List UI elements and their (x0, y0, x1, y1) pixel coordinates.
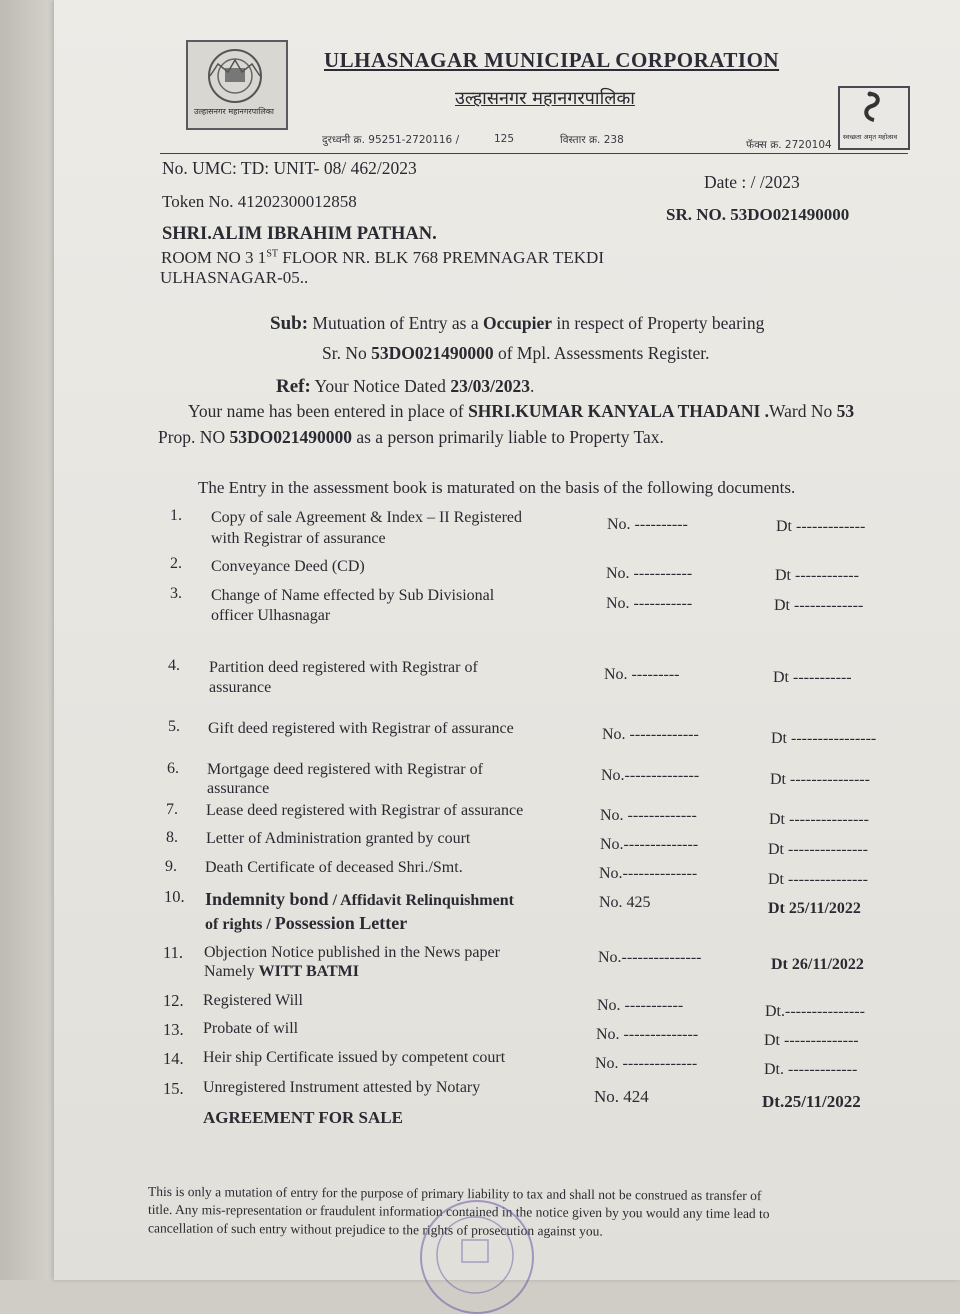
disclaimer-line-1: This is only a mutation of entry for the purpose of primary liability to tax and shall not be construed as transfer of (147, 1183, 762, 1204)
doc-number: 4. (168, 657, 180, 674)
doc-date: Dt -------------- (764, 1032, 859, 1049)
token-number: Token No. 41202300012858 (162, 192, 357, 211)
official-seal-stamp (420, 1200, 534, 1314)
doc-no: No. -------------- (596, 1026, 699, 1043)
doc-title: Unregistered Instrument attested by Notary (203, 1079, 481, 1096)
doc-number: 5. (168, 718, 180, 735)
table-surface (0, 0, 58, 1280)
doc-date: Dt ----------- (773, 669, 852, 686)
corporation-title-hindi: उल्हासनगर महानगरपालिका (455, 88, 635, 109)
doc-date: Dt.--------------- (765, 1003, 865, 1020)
doc-number: 10. (164, 887, 185, 906)
logo-caption: उल्हासनगर महानगरपालिका (194, 107, 274, 116)
swachhata-logo (838, 86, 910, 150)
doc-number: 13. (163, 1020, 184, 1039)
doc-date: Dt.25/11/2022 (762, 1092, 861, 1111)
doc-date: Dt --------------- (768, 871, 868, 888)
doc-title-cont: with Registrar of assurance (211, 530, 386, 547)
doc-no: No.-------------- (600, 836, 699, 853)
doc-date: Dt. ------------- (764, 1061, 858, 1078)
doc-title: Lease deed registered with Registrar of assurance (206, 802, 524, 819)
stamp-caption: स्वच्छता अमृत महोत्सव (843, 133, 898, 141)
doc-title-cont: of rights / Possession Letter (205, 913, 408, 933)
phone-extension: 125 (494, 133, 515, 145)
doc-date: Dt ------------ (775, 567, 859, 584)
doc-number: 7. (166, 801, 178, 818)
doc-title: Partition deed registered with Registrar of (209, 659, 478, 676)
doc-no: No.-------------- (599, 865, 698, 882)
doc-title-cont: officer Ulhasnagar (211, 607, 331, 624)
doc-no: No. ---------- (607, 516, 688, 533)
doc-no: No.-------------- (601, 767, 700, 784)
serial-number: SR. NO. 53DO021490000 (666, 205, 850, 224)
doc-no: No. ----------- (597, 997, 684, 1014)
header-divider (160, 153, 908, 154)
doc-no: No. ----------- (606, 595, 693, 612)
doc-number: 9. (165, 858, 177, 875)
doc-title: Heir ship Certificate issued by competent court (203, 1049, 506, 1066)
corporation-title: ULHASNAGAR MUNICIPAL CORPORATION (324, 48, 780, 72)
doc-no: No. --------- (604, 666, 680, 683)
fax-number: फॅक्स क्र. 2720104 (746, 139, 832, 151)
disclaimer-line-2: title. Any mis-representation or fraudulent information contained in the notice given by you would any time lead to (147, 1201, 770, 1222)
doc-no: No. 424 (594, 1087, 649, 1106)
extension-number: विस्तार क्र. 238 (560, 134, 624, 146)
doc-number: 8. (166, 829, 178, 846)
subject-line-2: Sr. No 53DO021490000 of Mpl. Assessments Register. (322, 343, 710, 363)
doc-title: Objection Notice published in the News paper (204, 944, 500, 961)
doc-title: Death Certificate of deceased Shri./Smt. (205, 859, 463, 876)
doc-title-cont: Namely WITT BATMI (204, 963, 359, 980)
doc-date: Dt ------------- (774, 597, 864, 614)
doc-title: Conveyance Deed (CD) (211, 558, 365, 575)
doc-title: Indemnity bond / Affidavit Relinquishment (205, 889, 514, 909)
doc-date: Dt ------------- (776, 518, 866, 535)
doc-number: 15. (163, 1079, 184, 1098)
doc-no: No. ------------- (600, 807, 697, 824)
doc-number: 14. (163, 1049, 184, 1068)
doc-number: 3. (170, 585, 182, 602)
doc-date: Dt 25/11/2022 (768, 900, 861, 917)
doc-title: Letter of Administration granted by court (206, 830, 471, 847)
doc-no: No.--------------- (598, 949, 702, 966)
doc-date: Dt --------------- (770, 771, 870, 788)
body-line-2: Prop. NO 53DO021490000 as a person primarily liable to Property Tax. (158, 427, 664, 447)
doc-title: Change of Name effected by Sub Divisional (211, 587, 495, 604)
doc-title: Gift deed registered with Registrar of assurance (208, 720, 514, 737)
address-line-1: ROOM NO 3 1ST FLOOR NR. BLK 768 PREMNAGAR TEKDI (161, 248, 604, 267)
doc-number: 6. (167, 760, 179, 777)
doc-number: 1. (170, 507, 182, 524)
doc-title: Copy of sale Agreement & Index – II Registered (211, 509, 523, 526)
doc-title: Probate of will (203, 1020, 299, 1037)
address-line-2: ULHASNAGAR-05.. (160, 268, 309, 287)
doc-date: Dt --------------- (768, 841, 868, 858)
doc-date: Dt ---------------- (771, 730, 877, 747)
disclaimer-line-3: cancellation of such entry without prejudice to the rights of prosecution against you. (147, 1220, 603, 1239)
corporation-logo (186, 40, 288, 130)
body-line-1: Your name has been entered in place of SHRI.KUMAR KANYALA THADANI .Ward No 53 (188, 401, 855, 421)
reference-number: No. UMC: TD: UNIT- 08/ 462/2023 (162, 158, 417, 178)
doc-date: Dt --------------- (769, 811, 869, 828)
reference-line: Ref: Your Notice Dated 23/03/2023. (276, 376, 535, 397)
letter-date: Date : / /2023 (704, 172, 800, 192)
doc-title: Registered Will (203, 992, 303, 1009)
addressee-name: SHRI.ALIM IBRAHIM PATHAN. (162, 224, 437, 244)
doc-no: No. ------------- (602, 726, 699, 743)
subject-line-1: Sub: Mutuation of Entry as a Occupier in respect of Property bearing (270, 313, 765, 334)
doc-number: 2. (170, 555, 182, 572)
phone-number: दुरध्वनी क्र. 95251-2720116 / (322, 134, 460, 146)
doc-date: Dt 26/11/2022 (771, 956, 864, 973)
swachhata-icon (840, 88, 904, 128)
doc-number: 11. (163, 943, 184, 962)
doc-title-cont: assurance (207, 780, 270, 797)
doc-title-cont: assurance (209, 679, 272, 696)
documents-intro: The Entry in the assessment book is maturated on the basis of the following documents. (198, 478, 796, 497)
doc-title-cont: AGREEMENT FOR SALE (203, 1108, 403, 1127)
seal-icon (422, 1202, 528, 1308)
doc-no: No. ----------- (606, 565, 693, 582)
doc-no: No. 425 (599, 894, 651, 911)
doc-title: Mortgage deed registered with Registrar of (207, 761, 483, 778)
doc-number: 12. (163, 991, 184, 1010)
doc-no: No. -------------- (595, 1055, 698, 1072)
